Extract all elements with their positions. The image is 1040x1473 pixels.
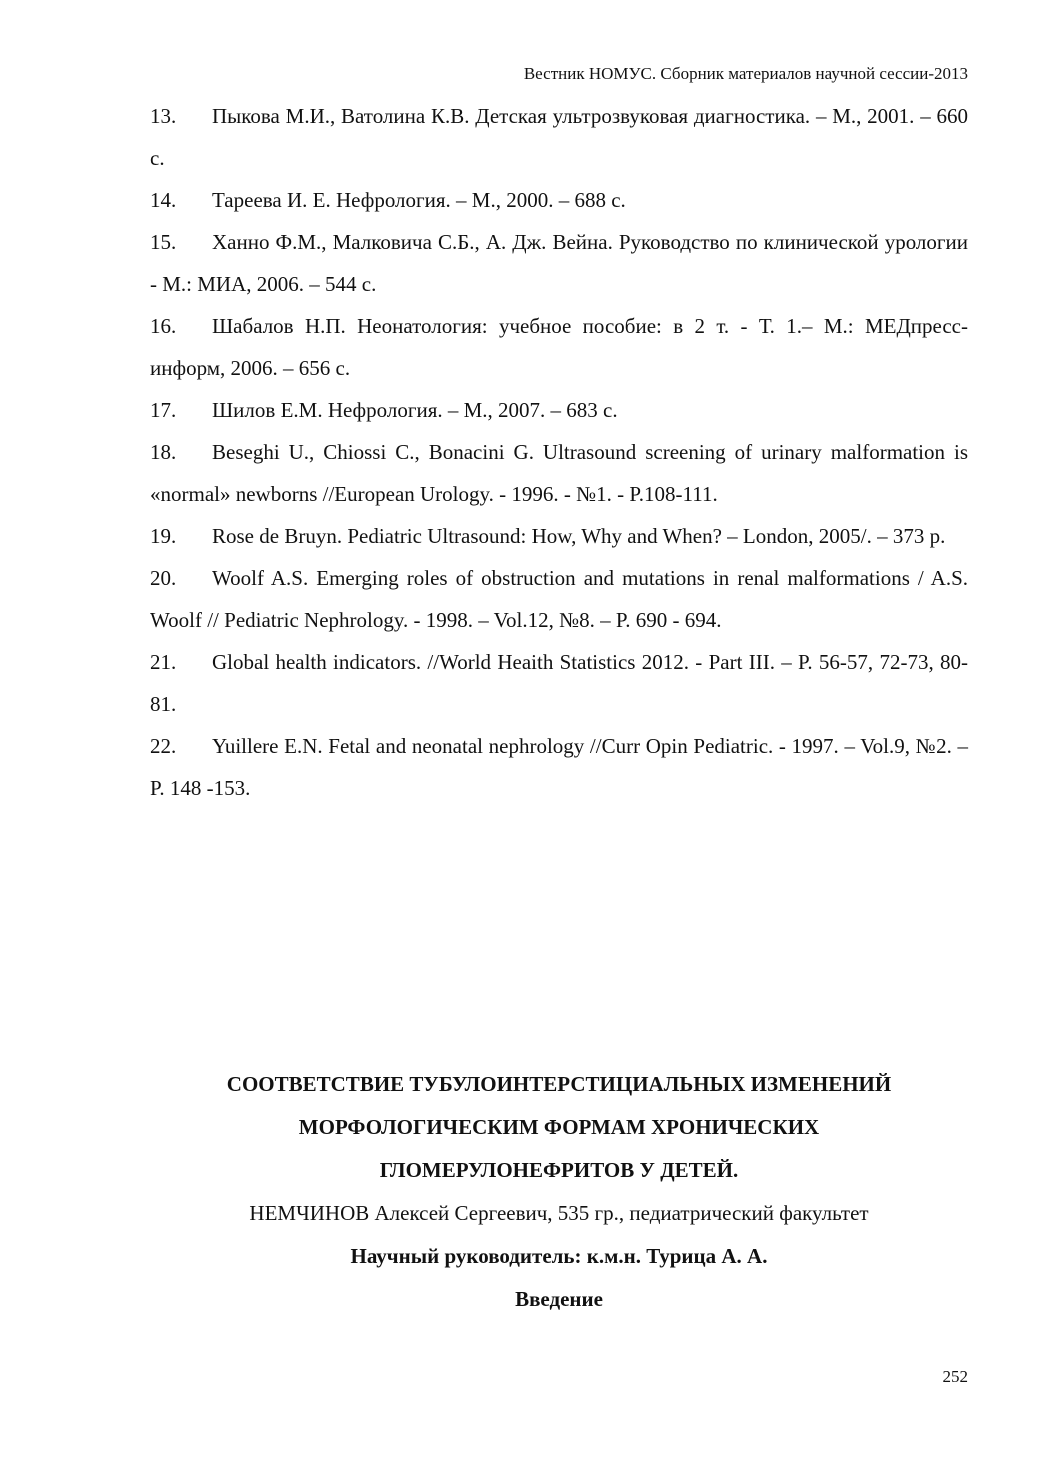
reference-item	[150, 221, 968, 305]
reference-text: Woolf A.S. Emerging roles of obstruction and mutations in renal malformations / A.S. Woolf // Pediatric Nephrology. - 1998. – Vol.12, №8. – P. 690 - 694.	[150, 566, 968, 632]
reference-number: 18.	[150, 440, 177, 464]
running-header: Вестник НОМУС. Сборник материалов научной сессии-2013	[523, 64, 968, 83]
section-heading: Введение	[515, 1287, 603, 1311]
reference-text: Rose de Bruyn. Pediatric Ultrasound: How, Why and When? – London, 2005/. – 373 p.	[212, 524, 946, 548]
reference-item	[150, 515, 968, 557]
reference-text: Шабалов Н.П. Неонатология: учебное пособие: в 2 т. - Т. 1.– М.: МЕДпресс-информ, 2006. – 656 с.	[150, 314, 968, 380]
article-title-line: МОРФОЛОГИЧЕСКИМ ФОРМАМ ХРОНИЧЕСКИХ	[298, 1115, 820, 1139]
page-number: 252	[942, 1367, 968, 1386]
reference-item	[150, 305, 968, 389]
reference-number: 19.	[150, 524, 177, 548]
reference-item	[150, 557, 968, 641]
reference-list	[150, 95, 968, 809]
reference-number: 14.	[150, 188, 177, 212]
reference-number: 13.	[150, 104, 177, 128]
reference-text: Тареева И. Е. Нефрология. – М., 2000. – 688 с.	[212, 188, 626, 212]
author-line: НЕМЧИНОВ Алексей Сергеевич, 535 гр., педиатрический факультет	[249, 1201, 869, 1225]
reference-text: Yuillere E.N. Fetal and neonatal nephrology //Curr Opin Pediatric. - 1997. – Vol.9, №2. – P. 148 -153.	[150, 734, 968, 800]
reference-item	[150, 431, 968, 515]
article-title-line: ГЛОМЕРУЛОНЕФРИТОВ У ДЕТЕЙ.	[379, 1158, 739, 1182]
reference-item	[150, 725, 968, 809]
reference-text: Шилов Е.М. Нефрология. – М., 2007. – 683 с.	[212, 398, 618, 422]
reference-number: 20.	[150, 566, 177, 590]
reference-text: Global health indicators. //World Heaith Statistics 2012. - Part III. – P. 56-57, 72-73, 80-81.	[150, 650, 968, 716]
article-title-line: СООТВЕТСТВИЕ ТУБУЛОИНТЕРСТИЦИАЛЬНЫХ ИЗМЕНЕНИЙ	[226, 1072, 892, 1096]
reference-item	[150, 179, 968, 221]
reference-number: 17.	[150, 398, 177, 422]
reference-text: Ханно Ф.М., Малковича С.Б., А. Дж. Вейна. Руководство по клинической урологии - М.: МИА, 2006. – 544 с.	[150, 230, 968, 296]
reference-item	[150, 389, 968, 431]
reference-number: 22.	[150, 734, 177, 758]
reference-number: 15.	[150, 230, 177, 254]
reference-text: Пыкова М.И., Ватолина К.В. Детская ультрозвуковая диагностика. – М., 2001. – 660 с.	[150, 104, 968, 170]
reference-number: 16.	[150, 314, 177, 338]
reference-number: 21.	[150, 650, 177, 674]
article-title	[150, 1063, 968, 1192]
reference-text: Beseghi U., Chiossi C., Bonacini G. Ultrasound screening of urinary malformation is «normal» newborns //European Urology. - 1996. - №1. - P.108-111.	[150, 440, 968, 506]
reference-item	[150, 641, 968, 725]
reference-item	[150, 95, 968, 179]
article-header	[150, 1063, 968, 1321]
supervisor-line: Научный руководитель: к.м.н. Турица А. А.	[350, 1244, 768, 1268]
